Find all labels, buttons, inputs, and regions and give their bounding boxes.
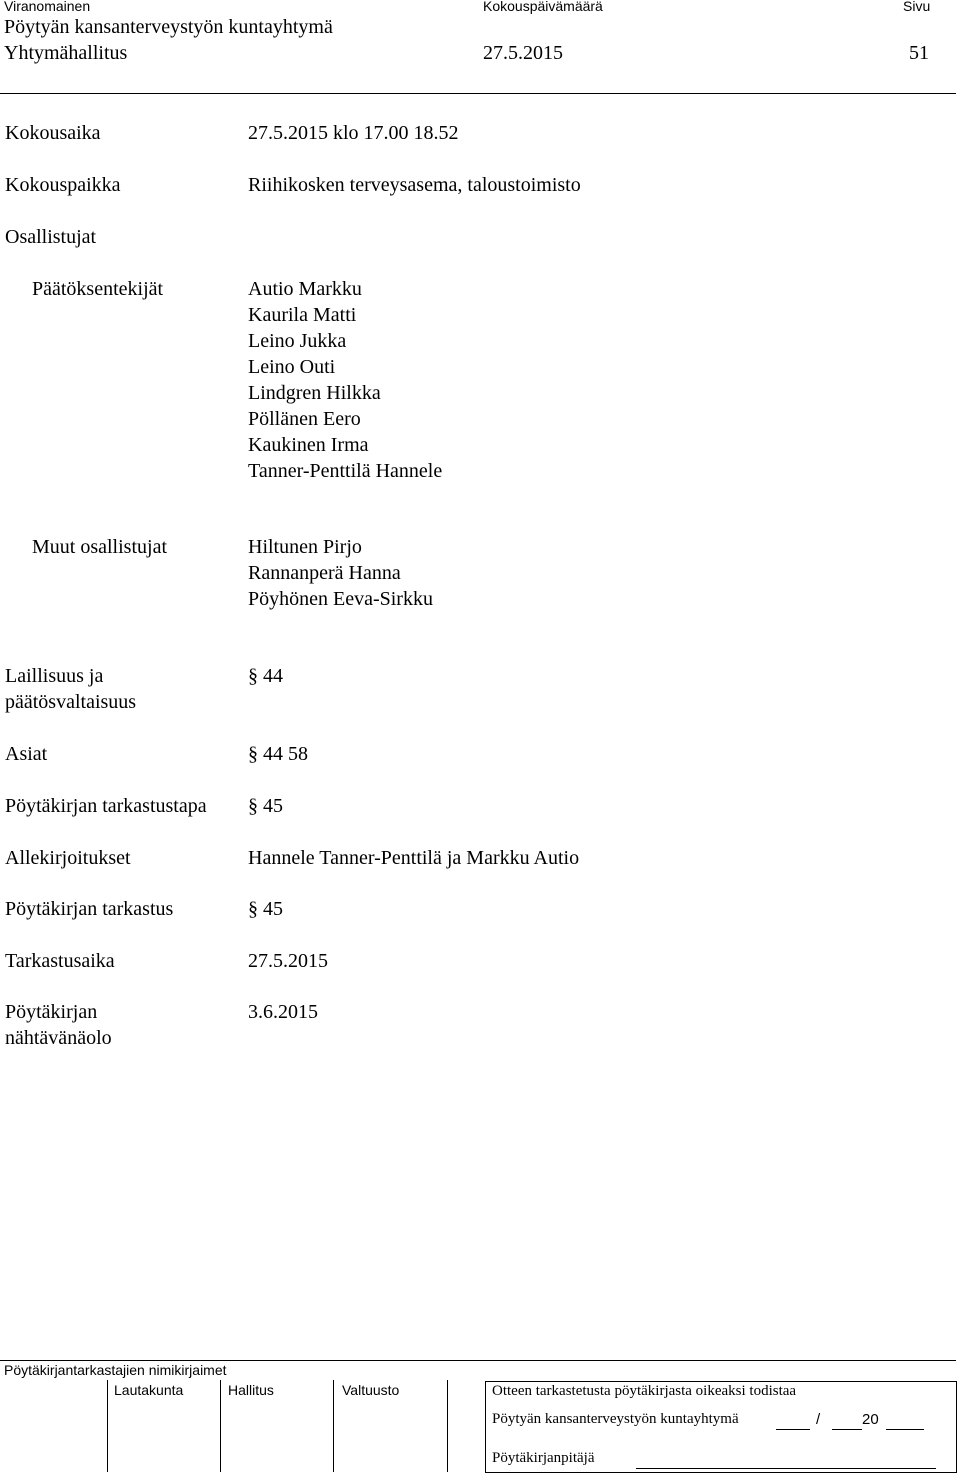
col-hallitus: Hallitus	[228, 1382, 274, 1398]
date-blank-month	[832, 1429, 862, 1430]
meeting-place-label: Kokouspaikka	[5, 174, 121, 196]
list-item: Pöllänen Eero	[248, 408, 361, 430]
initials-col-divider	[107, 1380, 108, 1472]
footer-divider	[0, 1360, 956, 1361]
date-blank-day	[776, 1429, 810, 1430]
signatures-label: Allekirjoitukset	[5, 847, 131, 869]
check-time-label: Tarkastusaika	[5, 950, 115, 972]
legality-label-line1: Laillisuus ja	[5, 665, 104, 687]
header-page-number: 51	[909, 42, 929, 64]
list-item: Kaukinen Irma	[248, 434, 369, 456]
meeting-time-label: Kokousaika	[5, 122, 101, 144]
items-label: Asiat	[5, 743, 48, 765]
display-label-line1: Pöytäkirjan	[5, 1001, 98, 1023]
decision-makers-list	[248, 276, 442, 484]
participants-label: Osallistujat	[5, 226, 97, 248]
display-label-line2: nähtävänäolo	[5, 1027, 112, 1049]
keeper-signature-line	[636, 1468, 936, 1469]
header-date-label: Kokouspäivämäärä	[483, 0, 603, 14]
col-lautakunta: Lautakunta	[114, 1382, 184, 1398]
header-organization: Pöytyän kansanterveystyön kuntayhtymä	[4, 16, 333, 38]
header-authority-label: Viranomainen	[4, 0, 91, 14]
certify-org: Pöytyän kansanterveystyön kuntayhtymä	[492, 1411, 739, 1427]
list-item: Tanner-Penttilä Hannele	[248, 460, 443, 482]
initials-col-divider	[333, 1380, 334, 1472]
list-item: Leino Jukka	[248, 330, 347, 352]
list-item: Autio Markku	[248, 278, 362, 300]
list-item: Hiltunen Pirjo	[248, 536, 362, 558]
meeting-place-value: Riihikosken terveysasema, taloustoimisto	[248, 174, 581, 196]
check-time-value: 27.5.2015	[248, 950, 328, 972]
legality-label-line2: päätösvaltaisuus	[5, 691, 137, 713]
list-item: Lindgren Hilkka	[248, 382, 381, 404]
header-divider	[0, 93, 956, 94]
meeting-time-value: 27.5.2015 klo 17.00 18.52	[248, 122, 459, 144]
display-value: 3.6.2015	[248, 1001, 318, 1023]
list-item: Rannanperä Hanna	[248, 562, 401, 584]
col-valtuusto: Valtuusto	[342, 1382, 400, 1398]
list-item: Leino Outi	[248, 356, 336, 378]
list-item: Kaurila Matti	[248, 304, 357, 326]
header-date: 27.5.2015	[483, 42, 563, 64]
certification-box	[485, 1381, 957, 1473]
certify-text: Otteen tarkastetusta pöytäkirjasta oikeaksi todistaa	[492, 1383, 797, 1399]
check-method-label: Pöytäkirjan tarkastustapa	[5, 795, 207, 817]
date-slash: /	[816, 1411, 821, 1428]
header-page-label: Sivu	[903, 0, 931, 14]
signatures-value: Hannele Tanner-Penttilä ja Markku Autio	[248, 847, 580, 869]
date-blank-year	[886, 1429, 924, 1430]
initials-label: Pöytäkirjantarkastajien nimikirjaimet	[4, 1362, 227, 1378]
other-participants-list	[248, 534, 433, 612]
date-year-prefix: 20	[862, 1411, 879, 1428]
header-body-name: Yhtymähallitus	[4, 42, 128, 64]
items-value: § 44 58	[248, 743, 308, 765]
check-label: Pöytäkirjan tarkastus	[5, 898, 174, 920]
list-item: Pöyhönen Eeva-Sirkku	[248, 588, 433, 610]
legality-value: § 44	[248, 665, 283, 687]
check-value: § 45	[248, 898, 283, 920]
keeper-label: Pöytäkirjanpitäjä	[492, 1450, 595, 1466]
initials-col-divider	[447, 1380, 448, 1472]
decision-makers-label: Päätöksentekijät	[32, 278, 164, 300]
other-participants-label: Muut osallistujat	[32, 536, 167, 558]
initials-col-divider	[220, 1380, 221, 1472]
check-method-value: § 45	[248, 795, 283, 817]
